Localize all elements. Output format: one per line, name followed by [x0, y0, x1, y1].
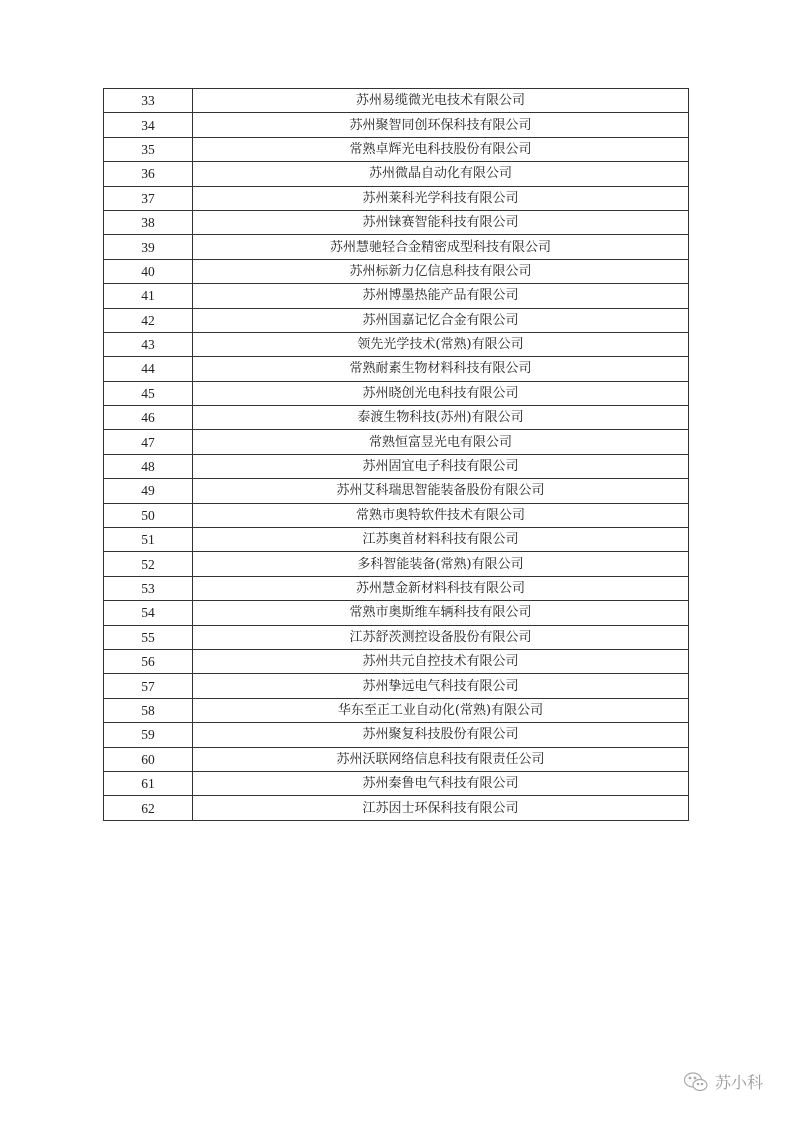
company-name: 苏州固宜电子科技有限公司 [193, 454, 689, 478]
table-row [104, 357, 689, 381]
company-table [103, 88, 689, 821]
company-name: 苏州秦鲁电气科技有限公司 [193, 771, 689, 795]
table-row [104, 430, 689, 454]
table-row [104, 284, 689, 308]
company-name: 多科智能装备(常熟)有限公司 [193, 552, 689, 576]
company-name: 苏州铼赛智能科技有限公司 [193, 210, 689, 234]
watermark [683, 1070, 763, 1093]
row-number: 56 [104, 649, 193, 673]
table-row [104, 698, 689, 722]
table-row [104, 235, 689, 259]
table-row [104, 454, 689, 478]
wechat-icon [683, 1071, 709, 1093]
company-name: 江苏奥首材料科技有限公司 [193, 528, 689, 552]
row-number: 52 [104, 552, 193, 576]
row-number: 37 [104, 186, 193, 210]
table-row [104, 479, 689, 503]
table-row [104, 528, 689, 552]
table-row [104, 210, 689, 234]
row-number: 43 [104, 332, 193, 356]
row-number: 49 [104, 479, 193, 503]
table-row [104, 503, 689, 527]
row-number: 48 [104, 454, 193, 478]
company-name: 常熟耐素生物材料科技有限公司 [193, 357, 689, 381]
row-number: 58 [104, 698, 193, 722]
table-row [104, 771, 689, 795]
company-name: 苏州艾科瑞思智能装备股份有限公司 [193, 479, 689, 503]
table-row [104, 552, 689, 576]
company-name: 苏州慧驰轻合金精密成型科技有限公司 [193, 235, 689, 259]
row-number: 33 [104, 89, 193, 113]
company-name: 苏州聚智同创环保科技有限公司 [193, 113, 689, 137]
row-number: 61 [104, 771, 193, 795]
table-row [104, 674, 689, 698]
table-row [104, 601, 689, 625]
company-name: 华东至正工业自动化(常熟)有限公司 [193, 698, 689, 722]
company-name: 苏州莱科光学科技有限公司 [193, 186, 689, 210]
table-row [104, 576, 689, 600]
company-name: 苏州聚复科技股份有限公司 [193, 723, 689, 747]
table-row [104, 113, 689, 137]
row-number: 41 [104, 284, 193, 308]
company-name: 江苏因士环保科技有限公司 [193, 796, 689, 820]
table-row [104, 625, 689, 649]
table-row [104, 259, 689, 283]
company-name: 领先光学技术(常熟)有限公司 [193, 332, 689, 356]
table-row [104, 747, 689, 771]
company-name: 苏州沃联网络信息科技有限责任公司 [193, 747, 689, 771]
row-number: 50 [104, 503, 193, 527]
company-name: 苏州微晶自动化有限公司 [193, 162, 689, 186]
row-number: 42 [104, 308, 193, 332]
watermark-text: 苏小科 [715, 1073, 764, 1092]
row-number: 55 [104, 625, 193, 649]
company-name: 苏州国嘉记忆合金有限公司 [193, 308, 689, 332]
table-row [104, 186, 689, 210]
row-number: 59 [104, 723, 193, 747]
company-name: 苏州博墨热能产品有限公司 [193, 284, 689, 308]
company-name: 常熟市奥特软件技术有限公司 [193, 503, 689, 527]
row-number: 34 [104, 113, 193, 137]
row-number: 45 [104, 381, 193, 405]
row-number: 51 [104, 528, 193, 552]
company-name: 苏州易缆微光电技术有限公司 [193, 89, 689, 113]
company-name: 苏州晓创光电科技有限公司 [193, 381, 689, 405]
row-number: 62 [104, 796, 193, 820]
company-name: 常熟市奥斯维车辆科技有限公司 [193, 601, 689, 625]
table-row [104, 381, 689, 405]
table-row [104, 649, 689, 673]
row-number: 60 [104, 747, 193, 771]
row-number: 47 [104, 430, 193, 454]
company-name: 苏州标新力亿信息科技有限公司 [193, 259, 689, 283]
company-name: 常熟恒富昱光电有限公司 [193, 430, 689, 454]
row-number: 36 [104, 162, 193, 186]
company-name: 江苏舒茨测控设备股份有限公司 [193, 625, 689, 649]
company-name: 苏州挚远电气科技有限公司 [193, 674, 689, 698]
table-row [104, 332, 689, 356]
company-name: 常熟卓辉光电科技股份有限公司 [193, 137, 689, 161]
table-row [104, 137, 689, 161]
row-number: 40 [104, 259, 193, 283]
company-name: 泰渡生物科技(苏州)有限公司 [193, 406, 689, 430]
table-row [104, 308, 689, 332]
row-number: 39 [104, 235, 193, 259]
table-row [104, 89, 689, 113]
row-number: 54 [104, 601, 193, 625]
row-number: 57 [104, 674, 193, 698]
company-name: 苏州慧金新材料科技有限公司 [193, 576, 689, 600]
row-number: 38 [104, 210, 193, 234]
row-number: 53 [104, 576, 193, 600]
table-row [104, 162, 689, 186]
company-name: 苏州共元自控技术有限公司 [193, 649, 689, 673]
row-number: 46 [104, 406, 193, 430]
row-number: 44 [104, 357, 193, 381]
table-row [104, 723, 689, 747]
row-number: 35 [104, 137, 193, 161]
table-row [104, 796, 689, 820]
table-row [104, 406, 689, 430]
